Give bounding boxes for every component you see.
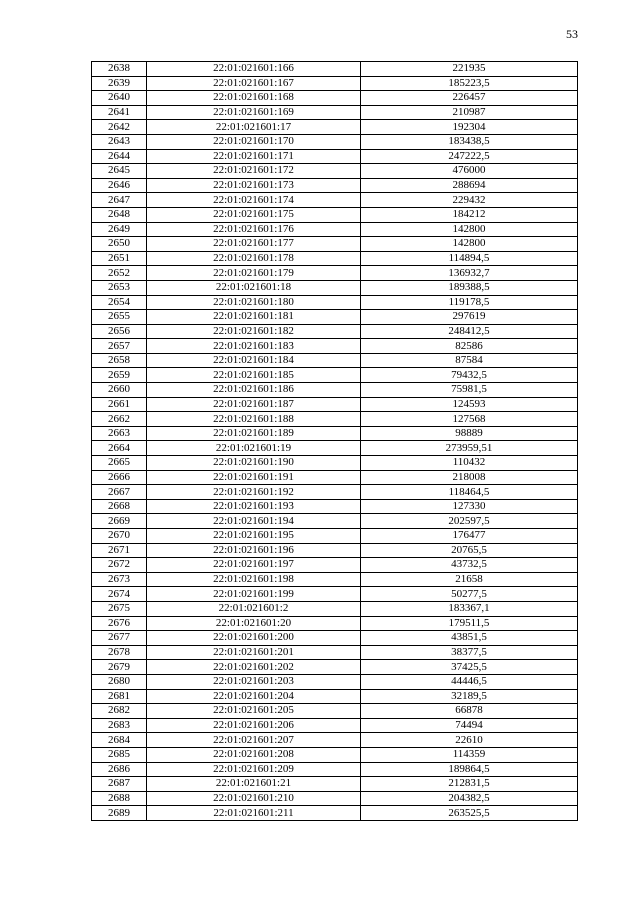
row-number-cell: 2681 <box>92 689 147 704</box>
table-row <box>92 412 578 427</box>
table-row <box>92 310 578 325</box>
value-cell: 43732,5 <box>361 558 578 573</box>
row-number-cell: 2667 <box>92 485 147 500</box>
table-row <box>92 266 578 281</box>
table-row <box>92 397 578 412</box>
value-cell: 183438,5 <box>361 134 578 149</box>
table-row <box>92 251 578 266</box>
table-row <box>92 485 578 500</box>
row-number-cell: 2672 <box>92 558 147 573</box>
cadastral-number-cell: 22:01:021601:192 <box>147 485 361 500</box>
cadastral-number-cell: 22:01:021601:2 <box>147 601 361 616</box>
cadastral-number-cell: 22:01:021601:204 <box>147 689 361 704</box>
value-cell: 75981,5 <box>361 383 578 398</box>
value-cell: 50277,5 <box>361 587 578 602</box>
table-row <box>92 529 578 544</box>
row-number-cell: 2654 <box>92 295 147 310</box>
table-row <box>92 178 578 193</box>
row-number-cell: 2648 <box>92 207 147 222</box>
table-row <box>92 645 578 660</box>
row-number-cell: 2665 <box>92 456 147 471</box>
value-cell: 38377,5 <box>361 645 578 660</box>
value-cell: 184212 <box>361 207 578 222</box>
row-number-cell: 2656 <box>92 324 147 339</box>
cadastral-number-cell: 22:01:021601:171 <box>147 149 361 164</box>
table-row <box>92 441 578 456</box>
row-number-cell: 2686 <box>92 762 147 777</box>
value-cell: 66878 <box>361 704 578 719</box>
table-row <box>92 762 578 777</box>
cadastral-number-cell: 22:01:021601:176 <box>147 222 361 237</box>
table-row <box>92 76 578 91</box>
table-row <box>92 237 578 252</box>
row-number-cell: 2679 <box>92 660 147 675</box>
row-number-cell: 2685 <box>92 747 147 762</box>
row-number-cell: 2671 <box>92 543 147 558</box>
table-row <box>92 456 578 471</box>
table-row <box>92 193 578 208</box>
value-cell: 248412,5 <box>361 324 578 339</box>
table-row <box>92 543 578 558</box>
row-number-cell: 2670 <box>92 529 147 544</box>
value-cell: 204382,5 <box>361 791 578 806</box>
cadastral-number-cell: 22:01:021601:174 <box>147 193 361 208</box>
cadastral-number-cell: 22:01:021601:186 <box>147 383 361 398</box>
cadastral-number-cell: 22:01:021601:211 <box>147 806 361 821</box>
cadastral-number-cell: 22:01:021601:191 <box>147 470 361 485</box>
cadastral-number-cell: 22:01:021601:198 <box>147 572 361 587</box>
cadastral-number-cell: 22:01:021601:210 <box>147 791 361 806</box>
cadastral-number-cell: 22:01:021601:194 <box>147 514 361 529</box>
row-number-cell: 2651 <box>92 251 147 266</box>
row-number-cell: 2653 <box>92 280 147 295</box>
row-number-cell: 2649 <box>92 222 147 237</box>
value-cell: 229432 <box>361 193 578 208</box>
table-row <box>92 791 578 806</box>
row-number-cell: 2682 <box>92 704 147 719</box>
value-cell: 179511,5 <box>361 616 578 631</box>
row-number-cell: 2668 <box>92 499 147 514</box>
value-cell: 176477 <box>361 529 578 544</box>
value-cell: 74494 <box>361 718 578 733</box>
row-number-cell: 2657 <box>92 339 147 354</box>
row-number-cell: 2647 <box>92 193 147 208</box>
value-cell: 44446,5 <box>361 674 578 689</box>
value-cell: 189864,5 <box>361 762 578 777</box>
cadastral-number-cell: 22:01:021601:197 <box>147 558 361 573</box>
value-cell: 118464,5 <box>361 485 578 500</box>
table-row <box>92 660 578 675</box>
value-cell: 212831,5 <box>361 777 578 792</box>
cadastral-number-cell: 22:01:021601:208 <box>147 747 361 762</box>
value-cell: 288694 <box>361 178 578 193</box>
row-number-cell: 2688 <box>92 791 147 806</box>
row-number-cell: 2644 <box>92 149 147 164</box>
table-row <box>92 295 578 310</box>
row-number-cell: 2638 <box>92 62 147 77</box>
row-number-cell: 2659 <box>92 368 147 383</box>
cadastral-number-cell: 22:01:021601:177 <box>147 237 361 252</box>
row-number-cell: 2675 <box>92 601 147 616</box>
value-cell: 476000 <box>361 164 578 179</box>
row-number-cell: 2680 <box>92 674 147 689</box>
value-cell: 183367,1 <box>361 601 578 616</box>
table-row <box>92 514 578 529</box>
table-row <box>92 616 578 631</box>
row-number-cell: 2660 <box>92 383 147 398</box>
row-number-cell: 2646 <box>92 178 147 193</box>
cadastral-number-cell: 22:01:021601:20 <box>147 616 361 631</box>
value-cell: 124593 <box>361 397 578 412</box>
table-row <box>92 324 578 339</box>
row-number-cell: 2664 <box>92 441 147 456</box>
table-row <box>92 747 578 762</box>
value-cell: 119178,5 <box>361 295 578 310</box>
value-cell: 114894,5 <box>361 251 578 266</box>
value-cell: 114359 <box>361 747 578 762</box>
value-cell: 82586 <box>361 339 578 354</box>
cadastral-number-cell: 22:01:021601:207 <box>147 733 361 748</box>
value-cell: 210987 <box>361 105 578 120</box>
table-row <box>92 134 578 149</box>
value-cell: 37425,5 <box>361 660 578 675</box>
row-number-cell: 2662 <box>92 412 147 427</box>
cadastral-number-cell: 22:01:021601:190 <box>147 456 361 471</box>
table-row <box>92 777 578 792</box>
value-cell: 142800 <box>361 237 578 252</box>
cadastral-number-cell: 22:01:021601:184 <box>147 353 361 368</box>
table-row <box>92 120 578 135</box>
row-number-cell: 2643 <box>92 134 147 149</box>
row-number-cell: 2674 <box>92 587 147 602</box>
value-cell: 22610 <box>361 733 578 748</box>
cadastral-number-cell: 22:01:021601:193 <box>147 499 361 514</box>
cadastral-number-cell: 22:01:021601:183 <box>147 339 361 354</box>
value-cell: 21658 <box>361 572 578 587</box>
table-row <box>92 806 578 821</box>
row-number-cell: 2642 <box>92 120 147 135</box>
table-row <box>92 704 578 719</box>
value-cell: 218008 <box>361 470 578 485</box>
row-number-cell: 2677 <box>92 631 147 646</box>
table-row <box>92 674 578 689</box>
table-row <box>92 558 578 573</box>
cadastral-number-cell: 22:01:021601:167 <box>147 76 361 91</box>
cadastral-number-cell: 22:01:021601:196 <box>147 543 361 558</box>
cadastral-number-cell: 22:01:021601:166 <box>147 62 361 77</box>
cadastral-number-cell: 22:01:021601:178 <box>147 251 361 266</box>
row-number-cell: 2689 <box>92 806 147 821</box>
cadastral-number-cell: 22:01:021601:201 <box>147 645 361 660</box>
value-cell: 273959,51 <box>361 441 578 456</box>
cadastral-number-cell: 22:01:021601:200 <box>147 631 361 646</box>
row-number-cell: 2650 <box>92 237 147 252</box>
cadastral-number-cell: 22:01:021601:21 <box>147 777 361 792</box>
cadastral-number-cell: 22:01:021601:168 <box>147 91 361 106</box>
row-number-cell: 2669 <box>92 514 147 529</box>
table-row <box>92 470 578 485</box>
row-number-cell: 2683 <box>92 718 147 733</box>
cadastral-number-cell: 22:01:021601:202 <box>147 660 361 675</box>
value-cell: 247222,5 <box>361 149 578 164</box>
table-row <box>92 587 578 602</box>
cadastral-number-cell: 22:01:021601:187 <box>147 397 361 412</box>
row-number-cell: 2684 <box>92 733 147 748</box>
cadastral-number-cell: 22:01:021601:206 <box>147 718 361 733</box>
table-body <box>92 62 578 821</box>
cadastral-number-cell: 22:01:021601:19 <box>147 441 361 456</box>
cadastral-number-cell: 22:01:021601:199 <box>147 587 361 602</box>
table-row <box>92 383 578 398</box>
value-cell: 127330 <box>361 499 578 514</box>
table-row <box>92 339 578 354</box>
table-row <box>92 207 578 222</box>
value-cell: 20765,5 <box>361 543 578 558</box>
value-cell: 110432 <box>361 456 578 471</box>
row-number-cell: 2652 <box>92 266 147 281</box>
cadastral-number-cell: 22:01:021601:185 <box>147 368 361 383</box>
value-cell: 263525,5 <box>361 806 578 821</box>
value-cell: 221935 <box>361 62 578 77</box>
table-row <box>92 280 578 295</box>
value-cell: 98889 <box>361 426 578 441</box>
value-cell: 87584 <box>361 353 578 368</box>
row-number-cell: 2673 <box>92 572 147 587</box>
cadastral-number-cell: 22:01:021601:203 <box>147 674 361 689</box>
row-number-cell: 2639 <box>92 76 147 91</box>
row-number-cell: 2641 <box>92 105 147 120</box>
row-number-cell: 2678 <box>92 645 147 660</box>
table-row <box>92 499 578 514</box>
value-cell: 43851,5 <box>361 631 578 646</box>
table-row <box>92 631 578 646</box>
row-number-cell: 2640 <box>92 91 147 106</box>
table-row <box>92 368 578 383</box>
table-row <box>92 426 578 441</box>
cadastral-number-cell: 22:01:021601:189 <box>147 426 361 441</box>
cadastral-number-cell: 22:01:021601:180 <box>147 295 361 310</box>
row-number-cell: 2658 <box>92 353 147 368</box>
table-row <box>92 733 578 748</box>
table-row <box>92 91 578 106</box>
page-number: 53 <box>566 27 578 41</box>
cadastral-number-cell: 22:01:021601:181 <box>147 310 361 325</box>
table-row <box>92 222 578 237</box>
cadastral-number-cell: 22:01:021601:17 <box>147 120 361 135</box>
value-cell: 192304 <box>361 120 578 135</box>
value-cell: 136932,7 <box>361 266 578 281</box>
value-cell: 79432,5 <box>361 368 578 383</box>
cadastral-number-cell: 22:01:021601:179 <box>147 266 361 281</box>
row-number-cell: 2655 <box>92 310 147 325</box>
table-row <box>92 718 578 733</box>
row-number-cell: 2661 <box>92 397 147 412</box>
value-cell: 297619 <box>361 310 578 325</box>
cadastral-number-cell: 22:01:021601:173 <box>147 178 361 193</box>
row-number-cell: 2666 <box>92 470 147 485</box>
cadastral-number-cell: 22:01:021601:209 <box>147 762 361 777</box>
table-row <box>92 149 578 164</box>
value-cell: 226457 <box>361 91 578 106</box>
row-number-cell: 2687 <box>92 777 147 792</box>
row-number-cell: 2645 <box>92 164 147 179</box>
value-cell: 32189,5 <box>361 689 578 704</box>
value-cell: 189388,5 <box>361 280 578 295</box>
table-row <box>92 572 578 587</box>
value-cell: 202597,5 <box>361 514 578 529</box>
value-cell: 185223,5 <box>361 76 578 91</box>
value-cell: 142800 <box>361 222 578 237</box>
cadastral-number-cell: 22:01:021601:172 <box>147 164 361 179</box>
cadastral-number-cell: 22:01:021601:182 <box>147 324 361 339</box>
cadastral-number-cell: 22:01:021601:188 <box>147 412 361 427</box>
row-number-cell: 2676 <box>92 616 147 631</box>
table-row <box>92 353 578 368</box>
table-row <box>92 689 578 704</box>
table-row <box>92 164 578 179</box>
table-row <box>92 62 578 77</box>
cadastral-number-cell: 22:01:021601:205 <box>147 704 361 719</box>
table-row <box>92 601 578 616</box>
cadastral-number-cell: 22:01:021601:195 <box>147 529 361 544</box>
table-row <box>92 105 578 120</box>
cadastral-number-cell: 22:01:021601:170 <box>147 134 361 149</box>
cadastral-number-cell: 22:01:021601:18 <box>147 280 361 295</box>
row-number-cell: 2663 <box>92 426 147 441</box>
cadastral-table <box>91 61 578 821</box>
value-cell: 127568 <box>361 412 578 427</box>
cadastral-number-cell: 22:01:021601:175 <box>147 207 361 222</box>
cadastral-number-cell: 22:01:021601:169 <box>147 105 361 120</box>
